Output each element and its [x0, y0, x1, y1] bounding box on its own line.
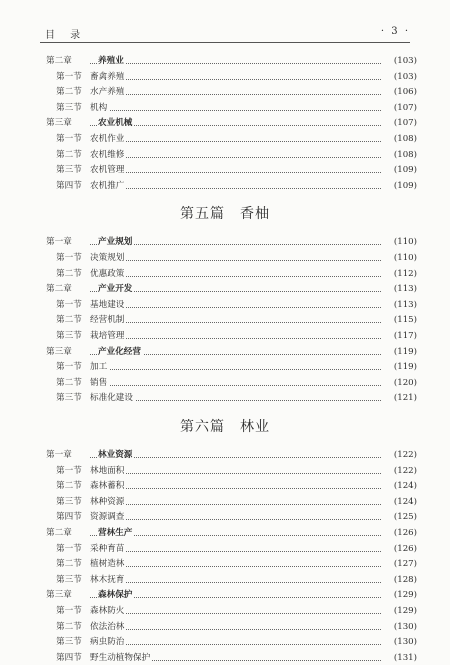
toc-section-row	[46, 391, 417, 405]
toc-entry-number: 第三节	[56, 331, 82, 341]
toc-entry-number: 第二节	[56, 559, 82, 570]
toc-entry-number: 第二章	[46, 56, 72, 66]
toc-chapter-row	[46, 526, 417, 540]
toc-entry-number: 第三节	[56, 393, 82, 404]
toc-entry-page: (129)	[393, 606, 417, 616]
toc-entry-page: (119)	[393, 346, 417, 357]
toc-entry-title: 标准化建设	[90, 393, 133, 404]
toc-entry-number: 第一节	[56, 543, 82, 554]
toc-section-row	[46, 267, 417, 281]
toc-entry-number: 第一章	[46, 450, 72, 460]
toc-entry-page: (110)	[393, 253, 417, 263]
toc-entry-number: 第二章	[46, 284, 72, 295]
dot-leader	[90, 360, 381, 370]
dot-leader	[90, 70, 381, 80]
toc-entry-title: 农机推广	[90, 180, 125, 191]
toc-entry-title: 农机维修	[90, 149, 125, 160]
toc-entry-page: (127)	[393, 559, 417, 570]
toc-entry-number: 第二节	[56, 481, 82, 492]
toc-entry-number: 第二章	[46, 528, 72, 538]
dot-leader	[90, 54, 381, 64]
toc-entry-title: 农机作业	[90, 134, 125, 144]
toc-section-row	[46, 635, 417, 649]
toc-entry-number: 第一节	[56, 299, 82, 310]
toc-section-row	[46, 251, 417, 265]
toc-entry-number: 第三节	[56, 496, 82, 507]
toc-section-row	[46, 313, 417, 327]
toc-section-row	[46, 510, 417, 524]
toc-entry-page: (108)	[393, 134, 417, 144]
toc-section-row	[46, 360, 417, 374]
toc-section-row	[46, 573, 417, 587]
toc-entry-title: 林地面积	[90, 465, 125, 476]
dot-leader	[90, 376, 381, 386]
toc-entry-number: 第三节	[56, 102, 82, 113]
toc-section-row	[46, 179, 417, 193]
dot-leader	[90, 329, 381, 339]
toc-entry-title: 销售	[90, 377, 108, 388]
toc-entry-number: 第一节	[56, 253, 82, 263]
toc-entry-page: (113)	[393, 299, 417, 310]
toc-section-row	[46, 148, 417, 162]
toc-entry-title: 林种资源	[90, 496, 125, 507]
dot-leader	[90, 510, 381, 520]
toc-entry-number: 第二节	[56, 377, 82, 388]
toc-chapter-row	[46, 54, 417, 68]
toc-entry-page: (122)	[393, 465, 417, 476]
toc-entry-page: (120)	[393, 377, 417, 388]
toc-entry-number: 第四节	[56, 512, 82, 523]
toc-entry-title: 植树造林	[90, 559, 125, 570]
toc-entry-title: 病虫防治	[90, 637, 125, 648]
dot-leader	[90, 251, 381, 261]
dot-leader	[90, 85, 381, 95]
toc-entry-page: (126)	[393, 543, 417, 554]
toc-entry-title: 采种育苗	[90, 543, 125, 554]
toc-entry-page: (117)	[393, 331, 417, 341]
toc-entry-title: 加工	[90, 362, 108, 373]
header-rule	[40, 42, 410, 43]
toc-entry-number: 第四节	[56, 180, 82, 191]
toc-entry-number: 第一节	[56, 71, 82, 82]
toc-entry-number: 第二节	[56, 268, 82, 279]
toc-entry-page: (130)	[393, 637, 417, 648]
running-title: 目 录	[45, 30, 87, 41]
toc-entry-title: 林业资源	[98, 450, 133, 460]
dot-leader	[90, 313, 381, 323]
toc-entry-page: (119)	[393, 362, 417, 373]
dot-leader	[90, 479, 381, 489]
toc-entry-title: 畜禽养殖	[90, 71, 125, 82]
toc-section-row	[46, 85, 417, 99]
toc-entry-title: 资源调查	[90, 512, 125, 523]
toc-entry-title: 决策规划	[90, 253, 125, 263]
toc-entry-page: (107)	[393, 118, 417, 129]
dot-leader	[90, 464, 381, 474]
toc-chapter-row	[46, 116, 417, 130]
toc-section-row	[46, 620, 417, 634]
part-heading: 第五篇 香柚	[180, 206, 270, 223]
toc-entry-number: 第一节	[56, 465, 82, 476]
dot-leader	[90, 557, 381, 567]
toc-chapter-row	[46, 588, 417, 602]
toc-section-row	[46, 604, 417, 618]
toc-entry-page: (109)	[393, 180, 417, 191]
toc-chapter-row	[46, 282, 417, 296]
toc-entry-page: (128)	[393, 574, 417, 585]
toc-entry-page: (112)	[393, 268, 417, 279]
page-header	[45, 26, 410, 40]
toc-section-row	[46, 329, 417, 343]
toc-section-row	[46, 70, 417, 84]
toc-section-row	[46, 298, 417, 312]
toc-entry-number: 第三章	[46, 590, 72, 601]
toc-entry-number: 第四节	[56, 652, 82, 663]
toc-section-row	[46, 163, 417, 177]
toc-entry-page: (113)	[393, 284, 417, 295]
toc-section-row	[46, 495, 417, 509]
toc-entry-title: 养殖业	[98, 56, 124, 66]
dot-leader	[90, 148, 381, 158]
toc-entry-number: 第三章	[46, 118, 72, 129]
toc-section-row	[46, 479, 417, 493]
toc-entry-number: 第三节	[56, 637, 82, 648]
dot-leader	[90, 620, 381, 630]
toc-entry-title: 林木抚育	[90, 574, 125, 585]
toc-entry-page: (131)	[393, 652, 417, 663]
toc-entry-number: 第一节	[56, 134, 82, 144]
toc-entry-number: 第一节	[56, 362, 82, 373]
part-heading: 第六篇 林业	[180, 419, 270, 435]
toc-entry-number: 第二节	[56, 87, 82, 98]
dot-leader	[90, 179, 381, 189]
toc-entry-page: (103)	[393, 71, 417, 82]
toc-entry-title: 营林生产	[98, 528, 133, 538]
dot-leader	[90, 604, 381, 614]
toc-entry-page: (109)	[393, 165, 417, 176]
toc-entry-number: 第三节	[56, 165, 82, 176]
toc-entry-title: 野生动植物保护	[90, 652, 151, 663]
toc-section-row	[46, 101, 417, 115]
toc-entry-number: 第三节	[56, 574, 82, 585]
dot-leader	[90, 101, 381, 111]
toc-entry-number: 第三章	[46, 346, 72, 357]
dot-leader	[90, 573, 381, 583]
toc-entry-title: 农业机械	[98, 118, 133, 129]
toc-entry-title: 农机管理	[90, 165, 125, 176]
toc-entry-title: 依法治林	[90, 621, 125, 632]
toc-entry-page: (122)	[393, 450, 417, 460]
toc-entry-title: 机构	[90, 102, 108, 113]
toc-entry-page: (106)	[393, 87, 417, 98]
page-number: · 3 ·	[380, 26, 410, 37]
dot-leader	[90, 542, 381, 552]
toc-entry-page: (126)	[393, 528, 417, 538]
toc-section-row	[46, 132, 417, 146]
dot-leader	[90, 495, 381, 505]
dot-leader	[90, 163, 381, 173]
toc-chapter-row	[46, 448, 417, 462]
toc-chapter-row	[46, 235, 417, 249]
toc-entry-page: (125)	[393, 512, 417, 523]
toc-entry-page: (107)	[393, 102, 417, 113]
toc-entry-page: (129)	[393, 590, 417, 601]
dot-leader	[90, 267, 381, 277]
toc-entry-page: (130)	[393, 621, 417, 632]
toc-entry-title: 产业化经营	[98, 346, 141, 357]
toc-entry-title: 基地建设	[90, 299, 125, 310]
dot-leader	[90, 298, 381, 308]
toc-section-row	[46, 376, 417, 390]
toc-entry-number: 第一节	[56, 606, 82, 616]
toc-entry-page: (124)	[393, 496, 417, 507]
toc-section-row	[46, 651, 417, 665]
toc-entry-page: (115)	[393, 315, 417, 326]
toc-section-row	[46, 557, 417, 571]
toc-entry-title: 森林蓄积	[90, 481, 125, 492]
toc-entry-title: 森林防火	[90, 606, 125, 616]
toc-entry-number: 第二节	[56, 621, 82, 632]
toc-entry-title: 优惠政策	[90, 268, 125, 279]
toc-entry-title: 产业规划	[98, 237, 133, 248]
toc-entry-number: 第一章	[46, 237, 72, 248]
toc-entry-title: 水产养殖	[90, 87, 125, 98]
toc-entry-page: (108)	[393, 149, 417, 160]
dot-leader	[90, 132, 381, 142]
toc-entry-page: (121)	[393, 393, 417, 404]
toc-section-row	[46, 542, 417, 556]
toc-section-row	[46, 464, 417, 478]
toc-entry-title: 森林保护	[98, 590, 133, 601]
toc-entry-page: (124)	[393, 481, 417, 492]
toc-entry-title: 栽培管理	[90, 331, 125, 341]
toc-entry-page: (103)	[393, 56, 417, 66]
toc-chapter-row	[46, 345, 417, 359]
toc-entry-number: 第二节	[56, 315, 82, 326]
toc-entry-title: 产业开发	[98, 284, 133, 295]
toc-entry-title: 经营机制	[90, 315, 125, 326]
toc-entry-page: (110)	[393, 237, 417, 248]
dot-leader	[90, 635, 381, 645]
toc-entry-number: 第二节	[56, 149, 82, 160]
